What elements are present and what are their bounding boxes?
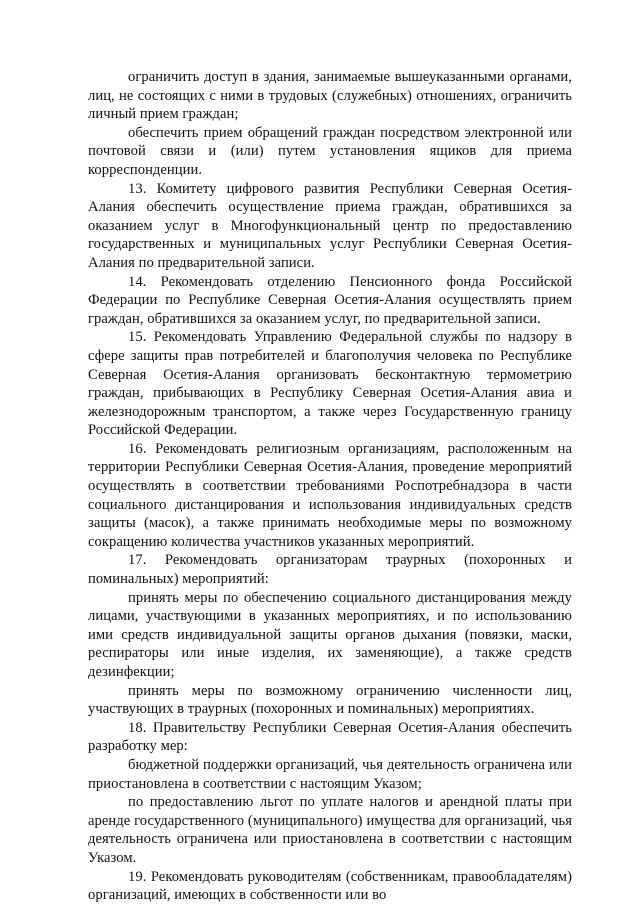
paragraph-item-19: 19. Рекомендовать руководителям (собственникам, правообладателям) организаций, имеющих в собственности или во [88, 868, 572, 904]
paragraph-item-15: 15. Рекомендовать Управлению Федеральной службы по надзору в сфере защиты прав потребителей и благополучия человека по Республике Северная Осетия-Алания организовать бесконтактную термометрию граждан, прибывающих в Республику Северная Осетия-Алания авиа и железнодорожным транспортом, а также через Государственную границу Российской Федерации. [88, 329, 572, 439]
paragraph-tax-benefits: по предоставлению льгот по уплате налогов и арендной платы при аренде государственного (муниципального) имущества для организаций, чья деятельность ограничена или приостановлена в соответствии с настоящим Указом. [88, 794, 572, 866]
paragraph-budget-support: бюджетной поддержки организаций, чья деятельность ограничена или приостановлена в соответствии с настоящим Указом; [88, 756, 572, 792]
paragraph-electronic-appeals: обеспечить прием обращений граждан посредством электронной или почтовой связи и (или) путем установления ящиков для приема корреспонденции. [88, 124, 572, 178]
paragraph-distancing-measures: принять меры по обеспечению социального дистанцирования между лицами, участвующими в указанных мероприятиях, и по использованию ими средств индивидуальной защиты органов дыхания (повязки, маски, респираторы или иные изделия, их заменяющие), а также средств дезинфекции; [88, 589, 572, 680]
paragraph-restrict-access: ограничить доступ в здания, занимаемые вышеуказанными органами, лиц, не состоящих с ними в трудовых (служебных) отношениях, ограничить личный прием граждан; [88, 69, 572, 123]
paragraph-item-17: 17. Рекомендовать организаторам траурных (похоронных и поминальных) мероприятий: [88, 552, 572, 588]
paragraph-item-18: 18. Правительству Республики Северная Осетия-Алания обеспечить разработку мер: [88, 719, 572, 755]
paragraph-item-13: 13. Комитету цифрового развития Республики Северная Осетия-Алания обеспечить осуществление приема граждан, обратившихся за оказанием услуг в Многофункциональный центр по предоставлению государственных и муниципальных услуг Республики Северная Осетия-Алания по предварительной записи. [88, 180, 572, 271]
paragraph-item-14: 14. Рекомендовать отделению Пенсионного фонда Российской Федерации по Республике Северная Осетия-Алания осуществлять прием граждан, обратившихся за оказанием услуг, по предварительной записи. [88, 273, 572, 327]
paragraph-limit-participants: принять меры по возможному ограничению численности лиц, участвующих в траурных (похоронных и поминальных) мероприятиях. [88, 682, 572, 718]
paragraph-item-16: 16. Рекомендовать религиозным организациям, расположенным на территории Республики Северная Осетия-Алания, проведение мероприятий осуществлять в соответствии требованиями Роспотребнадзора в части социального дистанцирования и использования индивидуальных средств защиты (масок), а также принимать необходимые меры по возможному сокращению количества участников указанных мероприятий. [88, 440, 572, 550]
